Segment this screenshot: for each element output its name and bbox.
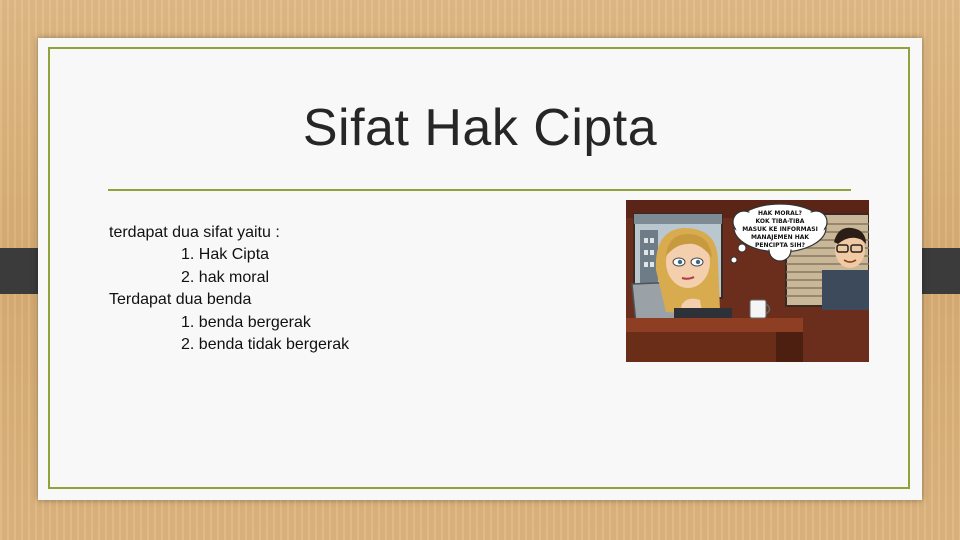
title-divider [108,189,851,191]
slide-card [38,38,922,500]
body-line-intro: terdapat dua sifat yaitu : [109,224,280,241]
bubble-text-line: KOK TIBA-TIBA [755,218,805,225]
comic-illustration [626,200,869,362]
body-line-item: 2. hak moral [181,268,270,286]
body-line-intro: Terdapat dua benda [109,291,252,309]
slide-title: Sifat Hak Cipta [302,99,658,157]
bubble-text-line: PENCIPTA SIH? [755,242,805,249]
bubble-text-line: MASUK KE INFORMASI [742,226,818,233]
bubble-text-line: MANAJEMEN HAK [750,234,810,241]
slide-body [109,222,349,356]
body-line-item: 1. benda bergerak [181,313,311,331]
body-line-item: 1. Hak Cipta [181,246,270,264]
body-line-item: 2. benda tidak bergerak [181,335,350,353]
bubble-text-line: HAK MORAL? [757,210,803,217]
